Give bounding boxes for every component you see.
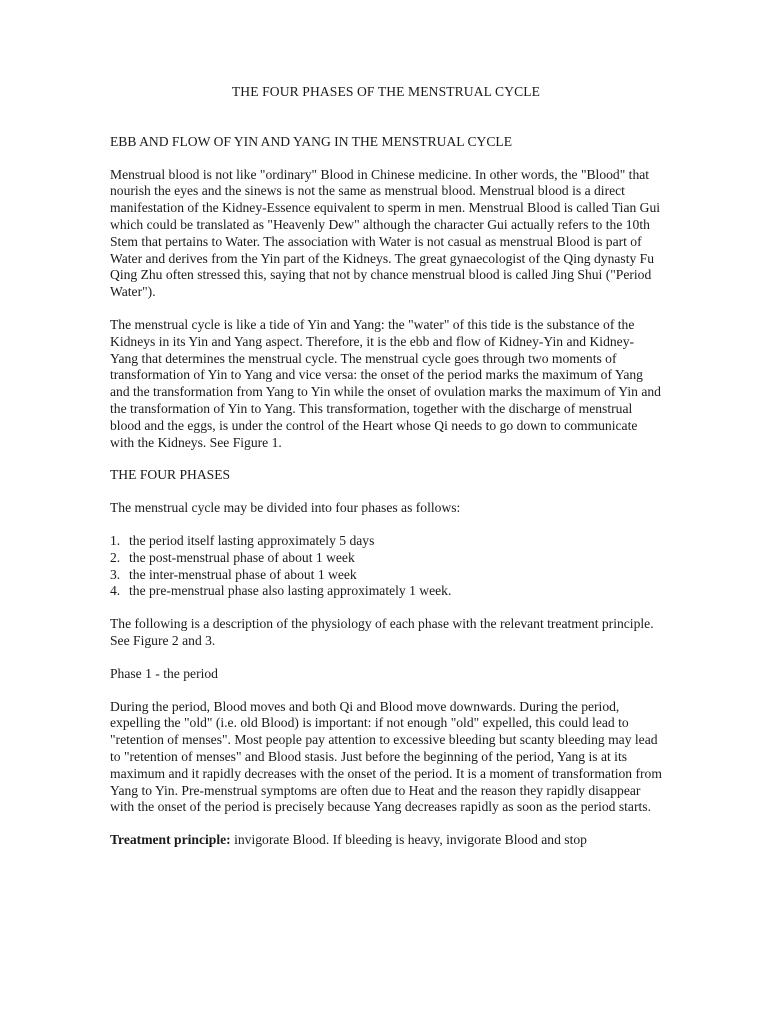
list-item-text: the inter-menstrual phase of about 1 week xyxy=(129,566,357,582)
document-title: THE FOUR PHASES OF THE MENSTRUAL CYCLE xyxy=(231,84,541,99)
phases-list xyxy=(110,533,662,600)
paragraph-menstrual-blood: Menstrual blood is not like "ordinary" Blood in Chinese medicine. In other words, the "Blood" that nourish the eyes and the sinews is not the same as menstrual blood. Menstrual blood is a direct manifestation of the Kidney-Essence equivalent to sperm in men. Menstrual Blood is called Tian Gui which could be translated as "Heavenly Dew" although the character Gui actually refers to the 10th Stem that pertains to Water. The association with Water is not casual as menstrual Blood is part of Water and derives from the Yin part of the Kidneys. The great gynaecologist of the Qing dynasty Fu Qing Zhu often stressed this, saying that not by chance menstrual blood is called Jing Shui ("Period Water"). xyxy=(110,166,661,300)
section-heading-four-phases: THE FOUR PHASES xyxy=(110,467,231,483)
paragraph-physiology-description: The following is a description of the physiology of each phase with the relevant treatment principle. See Figure 2 and 3. xyxy=(110,616,654,648)
paragraph-phase1-period: During the period, Blood moves and both Qi and Blood move downwards. During the period, expelling the "old" (i.e. old Blood) is important: if not enough "old" expelled, this could lead to "retention of menses". Most people pay attention to excessive bleeding but scanty bleeding may lead to "retention of menses" and Blood stasis. Just before the beginning of the period, Yang is at its maximum and it rapidly decreases with the onset of the period. It is a moment of transformation from Yang to Yin. Pre-menstrual symptoms are often due to Heat and the reason they rapidly disappear with the onset of the period is precisely because Yang decreases rapidly as soon as the period starts. xyxy=(110,698,662,815)
phase1-heading: Phase 1 - the period xyxy=(110,665,218,681)
list-item-number: 3. xyxy=(110,566,121,582)
list-item-text: the period itself lasting approximately 5 days xyxy=(129,532,375,548)
list-item xyxy=(110,533,662,550)
paragraph-phases-intro: The menstrual cycle may be divided into four phases as follows: xyxy=(110,500,461,516)
list-item xyxy=(110,567,662,584)
list-item xyxy=(110,583,662,600)
treatment-principle-text: invigorate Blood. If bleeding is heavy, invigorate Blood and stop xyxy=(230,832,587,848)
treatment-principle-label: Treatment principle: xyxy=(110,832,231,848)
list-item xyxy=(110,550,662,567)
list-item-number: 4. xyxy=(110,583,121,599)
list-item-number: 2. xyxy=(110,549,121,565)
list-item-number: 1. xyxy=(110,532,121,548)
paragraph-menstrual-cycle-tide: The menstrual cycle is like a tide of Yin and Yang: the "water" of this tide is the substance of the Kidneys in its Yin and Yang aspect. Therefore, it is the ebb and flow of Kidney-Yin and Kidney-Yang that determines the menstrual cycle. The menstrual cycle goes through two moments of transformation of Yin to Yang and vice versa: the onset of the period marks the maximum of Yang and the transformation from Yang to Yin while the onset of ovulation marks the maximum of Yin and the transformation of Yin to Yang. This transformation, together with the discharge of menstrual blood and the eggs, is under the control of the Heart whose Qi needs to go down to communicate with the Kidneys. See Figure 1. xyxy=(110,316,661,450)
section-heading-ebb-flow: EBB AND FLOW OF YIN AND YANG IN THE MENSTRUAL CYCLE xyxy=(110,133,513,149)
paragraph-treatment-principle xyxy=(110,832,662,849)
document-page xyxy=(110,84,662,865)
list-item-text: the post-menstrual phase of about 1 week xyxy=(129,549,355,565)
list-item-text: the pre-menstrual phase also lasting approximately 1 week. xyxy=(129,583,452,599)
